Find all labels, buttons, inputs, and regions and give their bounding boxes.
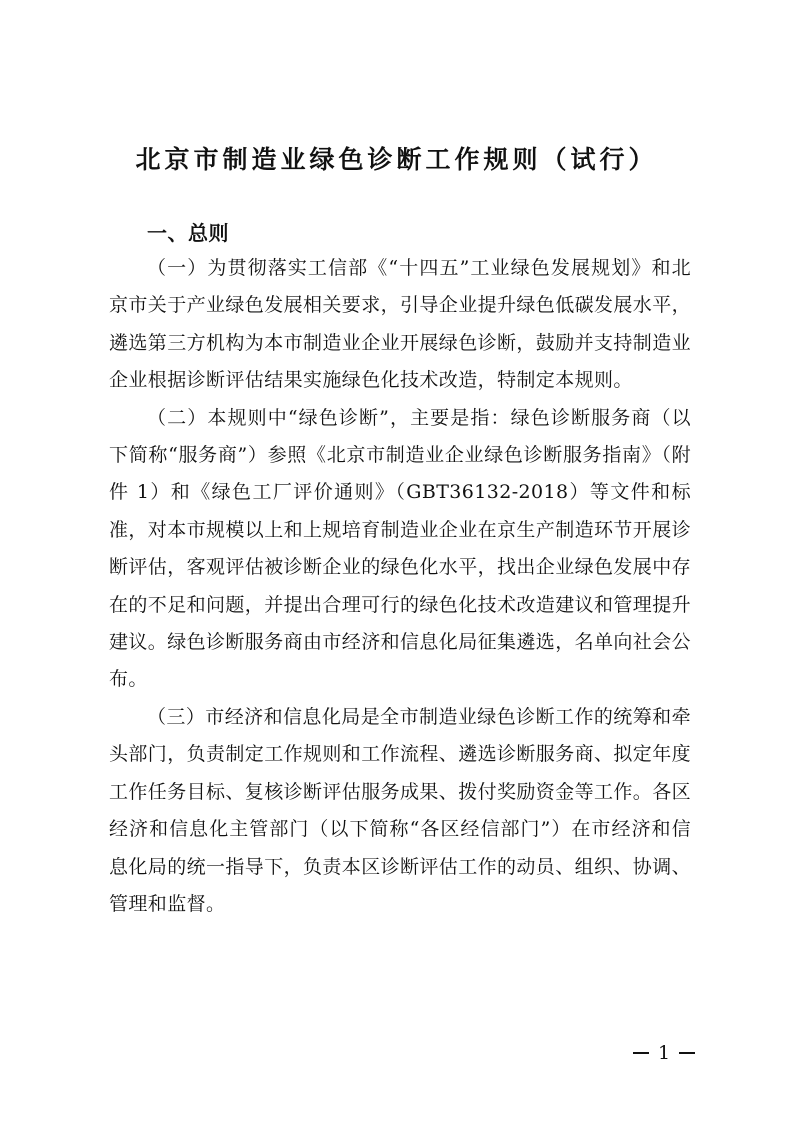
page-footer: [633, 1038, 695, 1068]
document-body: [109, 216, 691, 923]
paragraph-1: （一）为贯彻落实工信部《“十四五”工业绿色发展规划》和北京市关于产业绿色发展相关要求，引导企业提升绿色低碳发展水平，遴选第三方机构为本市制造业企业开展绿色诊断，鼓励并支持制造业企业根据诊断评估结果实施绿色化技术改造，特制定本规则。: [109, 257, 692, 392]
right-dash-icon: [679, 1052, 695, 1054]
section-heading: 一、总则: [147, 221, 229, 245]
document-title: 北京市制造业绿色诊断工作规则（试行）: [135, 145, 658, 174]
left-dash-icon: [633, 1052, 649, 1054]
page-number: 1: [657, 1042, 671, 1064]
paragraph-2: （二）本规则中“绿色诊断”，主要是指：绿色诊断服务商（以下简称“服务商”）参照《北京市制造业企业绿色诊断服务指南》（附件 1）和《绿色工厂评价通则》（GBT36132-2018）等文件和标准，对本市规模以上和上规培育制造业企业在京生产制造环节开展诊断评估，客观评估被诊断企业的绿色化水平，找出企业绿色发展中存在的不足和问题，并提出合理可行的绿色化技术改造建议和管理提升建议。绿色诊断服务商由市经济和信息化局征集遴选，名单向社会公布。: [109, 406, 692, 691]
paragraph-3: （三）市经济和信息化局是全市制造业绿色诊断工作的统筹和牵头部门，负责制定工作规则和工作流程、遴选诊断服务商、拟定年度工作任务目标、复核诊断评估服务成果、拨付奖励资金等工作。各区经济和信息化主管部门（以下简称“各区经信部门”）在市经济和信息化局的统一指导下，负责本区诊断评估工作的动员、组织、协调、管理和监督。: [109, 705, 692, 915]
